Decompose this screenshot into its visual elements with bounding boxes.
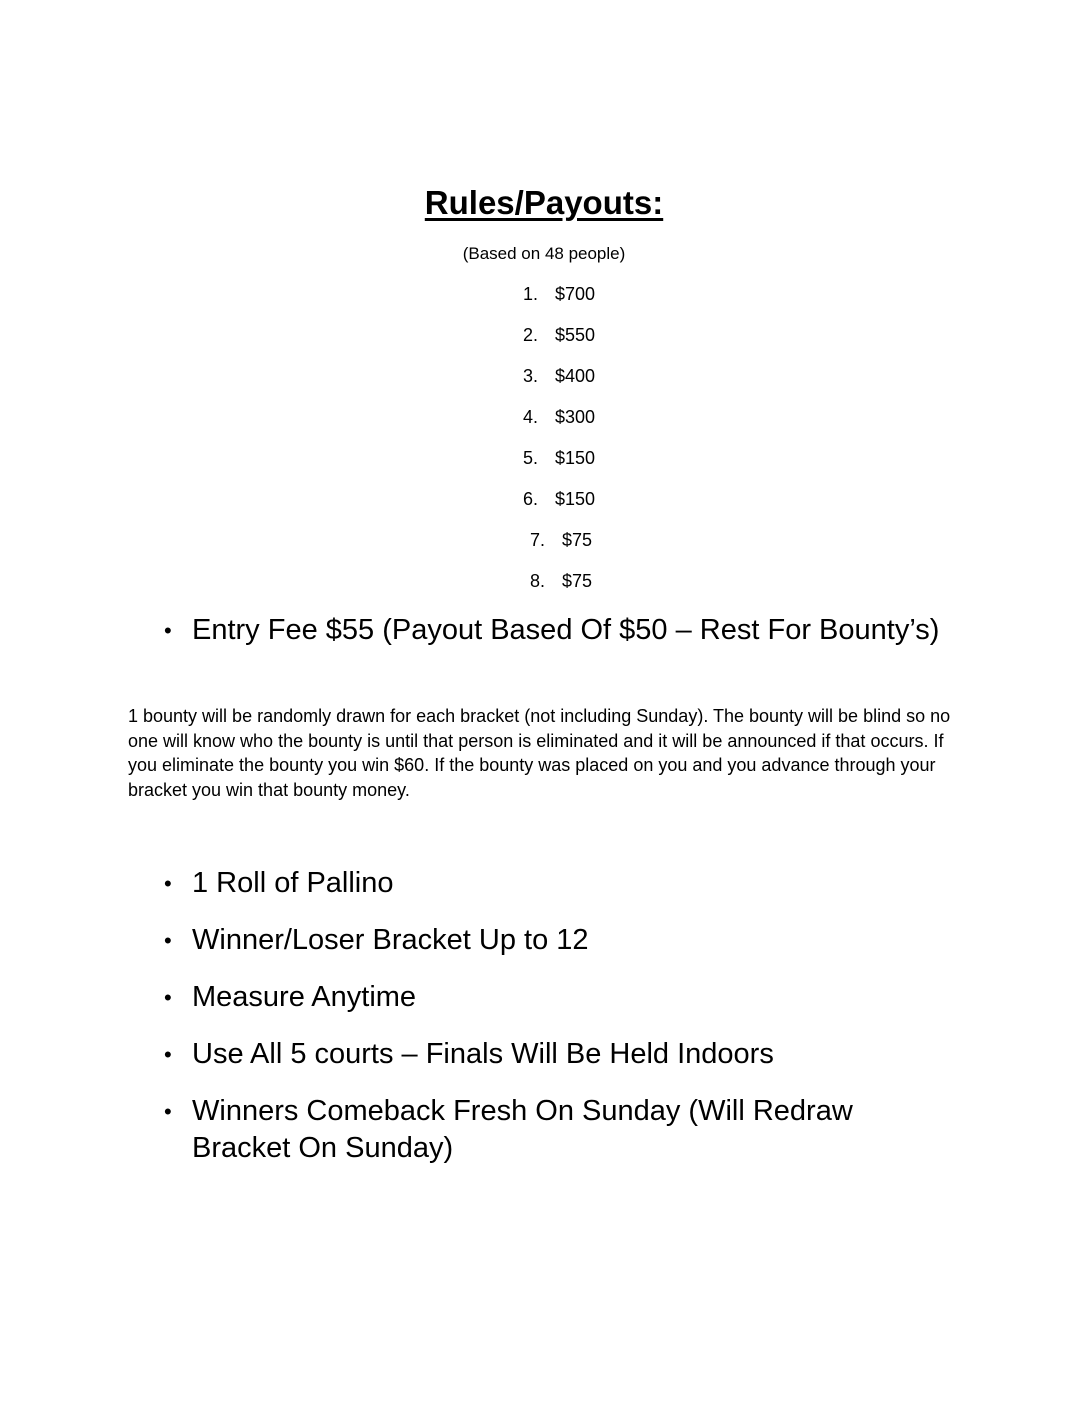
bullet-icon: • <box>164 985 172 1010</box>
bounty-paragraph: 1 bounty will be randomly drawn for each bracket (not including Sunday). The bounty will be blind so no one will know who the bounty is until that person is eliminated and it will be announced if that occurs. If you eliminate the bounty you win $60. If the bounty was placed on you and you advance through your bracket you win that bounty money. <box>128 706 951 800</box>
payout-amount: $700 <box>555 284 596 304</box>
payout-list <box>500 282 640 610</box>
payout-item <box>500 487 640 528</box>
payout-amount: $75 <box>562 530 593 550</box>
bullet-icon: • <box>164 618 172 643</box>
payout-item <box>500 405 640 446</box>
payout-amount: $150 <box>555 448 596 468</box>
rule-text: Winners Comeback Fresh On Sunday (Will Redraw Bracket On Sunday) <box>192 1095 853 1164</box>
payout-rank: 7. <box>529 530 545 550</box>
bullet-icon: • <box>164 1099 172 1124</box>
payout-rank: 4. <box>522 407 538 427</box>
payout-item <box>500 282 640 323</box>
payout-amount: $75 <box>562 571 593 591</box>
payout-item <box>500 446 640 487</box>
payout-amount: $400 <box>555 366 596 386</box>
payout-rank: 1. <box>522 284 538 304</box>
entry-fee-list <box>160 612 950 649</box>
rule-item <box>160 1036 950 1073</box>
bullet-icon: • <box>164 1042 172 1067</box>
payout-rank: 2. <box>522 325 538 345</box>
payout-item <box>500 364 640 405</box>
rules-list <box>160 865 950 1187</box>
payout-item <box>500 528 640 569</box>
payout-amount: $550 <box>555 325 596 345</box>
page-title: Rules/Payouts: <box>424 184 664 221</box>
payout-rank: 8. <box>529 571 545 591</box>
payout-rank: 3. <box>522 366 538 386</box>
payout-item <box>500 323 640 364</box>
entry-fee-item <box>160 612 950 649</box>
payout-rank: 5. <box>522 448 538 468</box>
entry-fee-text: Entry Fee $55 (Payout Based Of $50 – Rest For Bounty’s) <box>192 614 940 646</box>
rule-text: Measure Anytime <box>192 981 417 1013</box>
payout-rank: 6. <box>522 489 538 509</box>
rule-item <box>160 979 950 1016</box>
rule-text: 1 Roll of Pallino <box>192 867 394 899</box>
rule-item <box>160 1093 950 1167</box>
bullet-icon: • <box>164 871 172 896</box>
page-subtitle: (Based on 48 people) <box>462 244 626 263</box>
rule-item <box>160 922 950 959</box>
payout-amount: $150 <box>555 489 596 509</box>
payout-amount: $300 <box>555 407 596 427</box>
rule-text: Winner/Loser Bracket Up to 12 <box>192 924 589 956</box>
rule-item <box>160 865 950 902</box>
rule-text: Use All 5 courts – Finals Will Be Held Indoors <box>192 1038 774 1070</box>
bullet-icon: • <box>164 928 172 953</box>
payout-item <box>500 569 640 610</box>
